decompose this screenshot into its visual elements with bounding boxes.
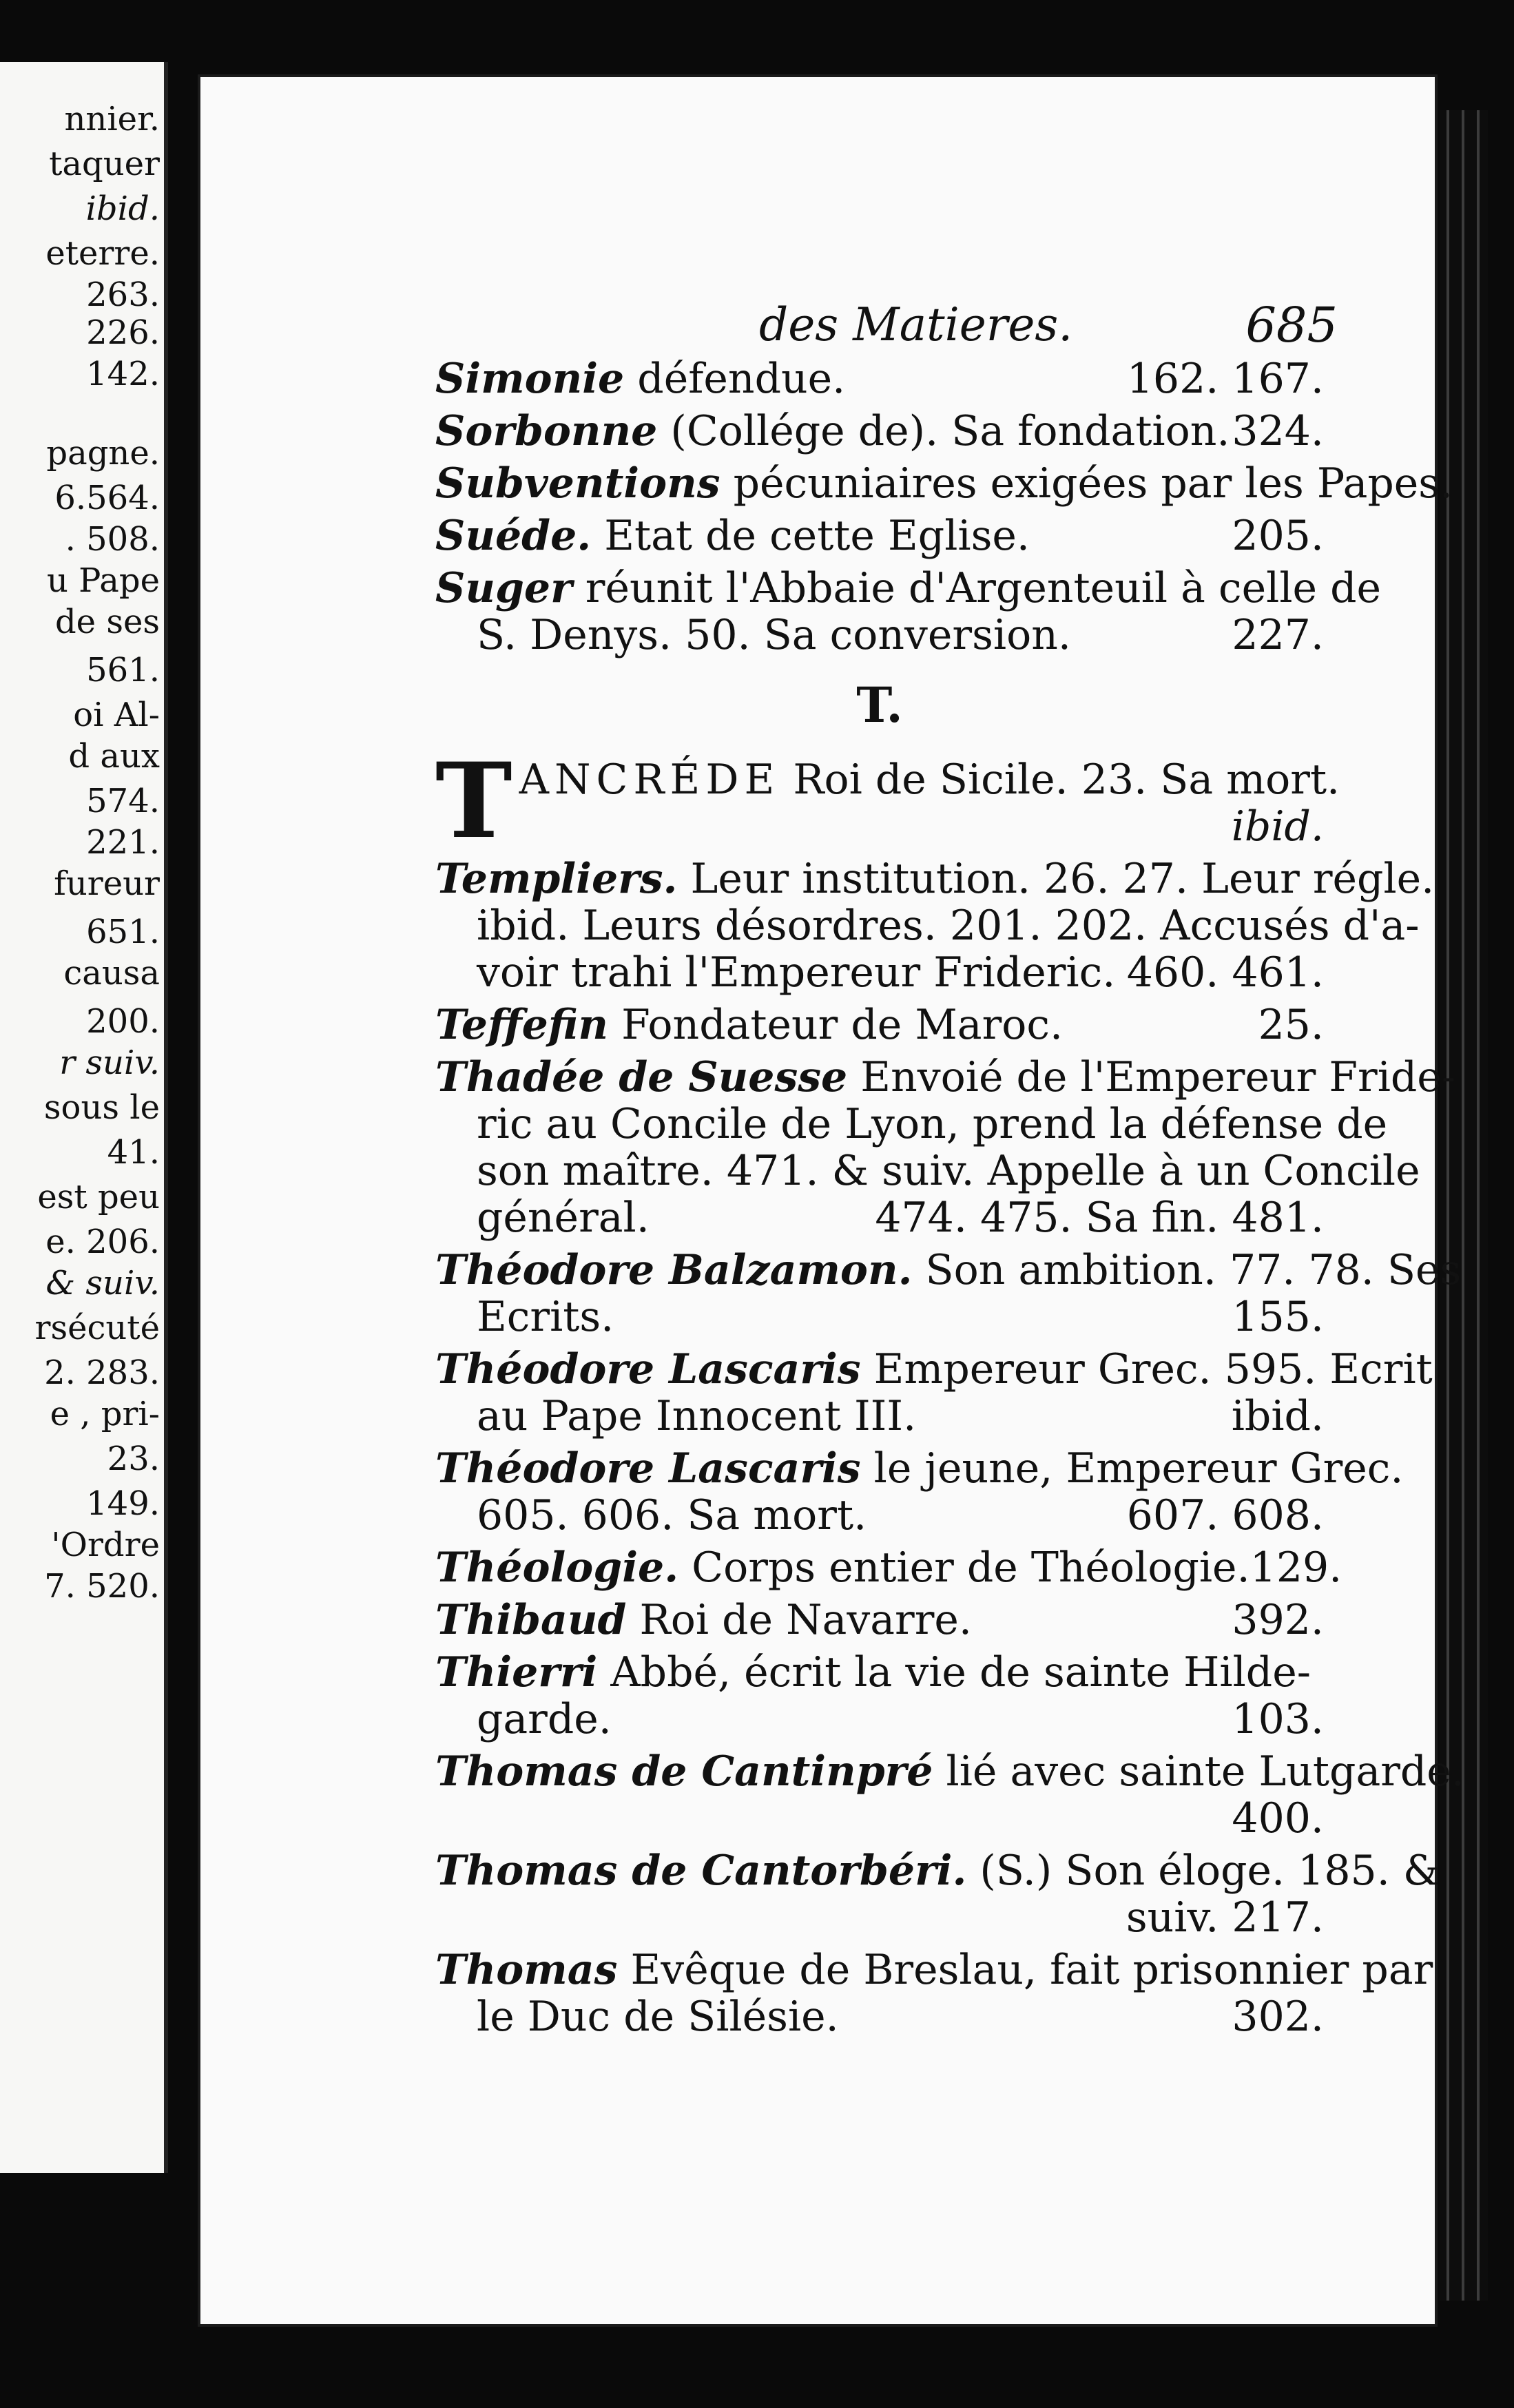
entry-pages: 205. xyxy=(1232,512,1324,560)
entry-text: défendue. xyxy=(624,355,846,403)
entry-text: Leur institution. 26. 27. Leur régle. xyxy=(677,855,1435,903)
index-entry xyxy=(435,1747,1464,1843)
facing-page-text: 221. xyxy=(86,823,160,862)
entry-text: Envoié de l'Empereur Fride- xyxy=(847,1053,1456,1101)
facing-page-text: fureur xyxy=(54,864,160,903)
entry-text: Abbé, écrit la vie de sainte Hilde- xyxy=(597,1648,1311,1696)
index-entry xyxy=(435,1649,1324,1743)
entry-pages: 155. xyxy=(1232,1293,1324,1341)
page-edge xyxy=(1440,110,1488,2301)
entry-heading: Thomas de Cantinpré xyxy=(435,1747,933,1796)
entry-heading: Thomas de Cantorbéri. xyxy=(435,1847,967,1895)
entry-heading: Teffefin xyxy=(435,1001,608,1049)
entry-pages: ibid. xyxy=(1231,802,1324,851)
entry-pages: 302. xyxy=(1232,1993,1324,2041)
facing-page-text: 41. xyxy=(107,1133,160,1172)
entry-text: Roi de Sicile. 23. Sa mort. xyxy=(780,756,1340,804)
entry-heading: Suger xyxy=(435,564,572,612)
facing-page-text: u Pape xyxy=(46,561,160,600)
entry-continuation: son maître. 471. & suiv. Appelle à un Concile xyxy=(477,1147,1420,1195)
entry-heading: Templiers. xyxy=(435,855,678,903)
index-entry xyxy=(435,1544,1342,1592)
entry-heading: Théodore Balzamon. xyxy=(435,1246,913,1294)
entry-pages: 25. xyxy=(1258,1001,1324,1049)
entry-continuation: garde. xyxy=(477,1695,612,1743)
index-entry-tancrede xyxy=(435,740,1340,862)
entry-pages: 227. xyxy=(1232,611,1324,659)
index-entry xyxy=(435,1246,1462,1341)
entry-continuation: S. Denys. 50. Sa conversion. xyxy=(477,611,1071,659)
facing-page-text: d aux xyxy=(68,737,160,776)
entry-text: (S.) Son éloge. 185. & xyxy=(966,1847,1440,1895)
facing-page-text: & suiv. xyxy=(45,1264,160,1302)
entry-text: lié avec sainte Lutgarde. xyxy=(933,1747,1464,1796)
entry-pages: 103. xyxy=(1232,1695,1324,1743)
entry-pages: 129. xyxy=(1249,1544,1342,1592)
entry-text: pécuniaires exigées par les Papes. xyxy=(720,459,1453,508)
entry-pages: 324. xyxy=(1232,407,1324,455)
index-entry xyxy=(435,1053,1456,1242)
entry-continuation: voir trahi l'Empereur Frideric. xyxy=(477,948,1116,997)
facing-page-text: 226. xyxy=(86,313,160,352)
index-entry xyxy=(435,1847,1440,1942)
facing-page-text: 651. xyxy=(86,913,160,951)
facing-page-text: 200. xyxy=(86,1002,160,1041)
entry-text: Son ambition. 77. 78. Ses xyxy=(912,1246,1462,1294)
facing-page-text: ibid. xyxy=(85,189,160,228)
index-page xyxy=(198,74,1464,2327)
entry-text: le jeune, Empereur Grec. xyxy=(860,1444,1404,1493)
facing-page-text: r suiv. xyxy=(59,1044,160,1082)
facing-page-text: e. 206. xyxy=(45,1223,160,1261)
running-title: des Matieres. xyxy=(759,298,1073,351)
entry-heading: Théodore Lascaris xyxy=(435,1345,861,1393)
facing-page-text: . 508. xyxy=(65,520,160,559)
facing-page-text: oi Al- xyxy=(73,696,160,734)
index-entry xyxy=(435,855,1435,997)
entry-pages: 607. 608. xyxy=(1126,1491,1324,1539)
entry-pages: 400. xyxy=(1232,1794,1324,1843)
entry-continuation: 605. 606. Sa mort. xyxy=(477,1491,867,1539)
entry-heading: Thomas xyxy=(435,1946,618,1994)
entry-continuation: général. xyxy=(477,1194,650,1242)
entry-pages: 392. xyxy=(1232,1596,1324,1644)
index-entry xyxy=(435,564,1382,659)
entry-pages: 460. 461. xyxy=(1126,948,1324,997)
entry-heading: Subventions xyxy=(435,459,720,508)
facing-page-text: 2. 283. xyxy=(44,1353,160,1392)
index-entry xyxy=(435,1597,1324,1643)
index-entries xyxy=(435,355,1464,2046)
entry-heading: Suéde. xyxy=(435,512,592,560)
facing-page-text: de ses xyxy=(54,603,160,641)
facing-page-text: pagne. xyxy=(46,434,160,473)
entry-text: Fondateur de Maroc. xyxy=(608,1001,1064,1049)
entry-heading: Thibaud xyxy=(435,1596,627,1644)
facing-page-text: 142. xyxy=(86,355,160,393)
facing-page-text: causa xyxy=(63,954,160,993)
index-entry xyxy=(435,355,1324,402)
entry-continuation: le Duc de Silésie. xyxy=(477,1993,839,2041)
entry-pages: 474. 475. Sa fin. 481. xyxy=(875,1194,1324,1242)
entry-continuation: ric au Concile de Lyon, prend la défense de xyxy=(477,1100,1388,1148)
index-entry xyxy=(435,1946,1433,2041)
facing-page-text: taquer xyxy=(49,145,160,183)
entry-text: Corps entier de Théologie. xyxy=(678,1544,1250,1592)
section-letter: T. xyxy=(856,676,903,734)
facing-page-text: eterre. xyxy=(45,234,160,273)
entry-text: (Collége de). Sa fondation. xyxy=(657,407,1230,455)
index-entry xyxy=(435,408,1324,455)
entry-heading: Simonie xyxy=(435,355,625,403)
drop-cap-word: ANCRÉDE xyxy=(519,756,780,804)
entry-heading: Théologie. xyxy=(435,1544,679,1592)
index-entry xyxy=(435,459,1453,508)
facing-page-text: 561. xyxy=(86,651,160,689)
index-entry xyxy=(435,1001,1324,1048)
facing-page-text: est peu xyxy=(37,1178,160,1216)
facing-page-text: 7. 520. xyxy=(44,1567,160,1606)
entry-pages: ibid. xyxy=(1231,1392,1324,1440)
facing-page-text: e , pri- xyxy=(50,1395,160,1433)
entry-continuation: Ecrits. xyxy=(477,1293,614,1341)
entry-pages: 162. 167. xyxy=(1126,355,1324,403)
index-entry xyxy=(435,1345,1433,1440)
entry-text: Evêque de Breslau, fait prisonnier par xyxy=(617,1946,1433,1994)
entry-pages: suiv. 217. xyxy=(1126,1893,1324,1942)
running-head xyxy=(435,297,1338,357)
entry-text: Etat de cette Eglise. xyxy=(591,512,1030,560)
facing-page-text: 263. xyxy=(86,276,160,314)
entry-text: Empereur Grec. 595. Ecrit xyxy=(860,1345,1433,1393)
entry-heading: Sorbonne xyxy=(435,407,658,455)
index-entry xyxy=(435,512,1324,559)
section-s-entries xyxy=(435,355,1453,659)
facing-page-text: 23. xyxy=(107,1440,160,1478)
facing-page-text: 'Ordre xyxy=(51,1526,160,1564)
entry-continuation: au Pape Innocent III. xyxy=(477,1392,917,1440)
facing-page-text: 6.564. xyxy=(54,479,160,517)
drop-cap: T xyxy=(435,740,512,862)
page-number: 685 xyxy=(1245,297,1338,353)
entry-continuation: ibid. Leurs désordres. 201. 202. Accusés d'a- xyxy=(477,902,1420,950)
entry-heading: Théodore Lascaris xyxy=(435,1444,861,1493)
facing-page-fragment xyxy=(0,62,168,2173)
facing-page-text: sous le xyxy=(43,1088,160,1127)
section-t-entries xyxy=(435,855,1464,2041)
facing-page-text: rsécuté xyxy=(34,1309,160,1347)
entry-text: Roi de Navarre. xyxy=(626,1596,972,1644)
index-entry xyxy=(435,1444,1404,1539)
entry-heading: Thadée de Suesse xyxy=(435,1053,848,1101)
facing-page-text: nnier. xyxy=(64,100,160,138)
entry-text: réunit l'Abbaie d'Argenteuil à celle de xyxy=(572,564,1382,612)
facing-page-text: 149. xyxy=(86,1484,160,1523)
facing-page-text: 574. xyxy=(86,782,160,820)
entry-heading: Thierri xyxy=(435,1648,598,1696)
